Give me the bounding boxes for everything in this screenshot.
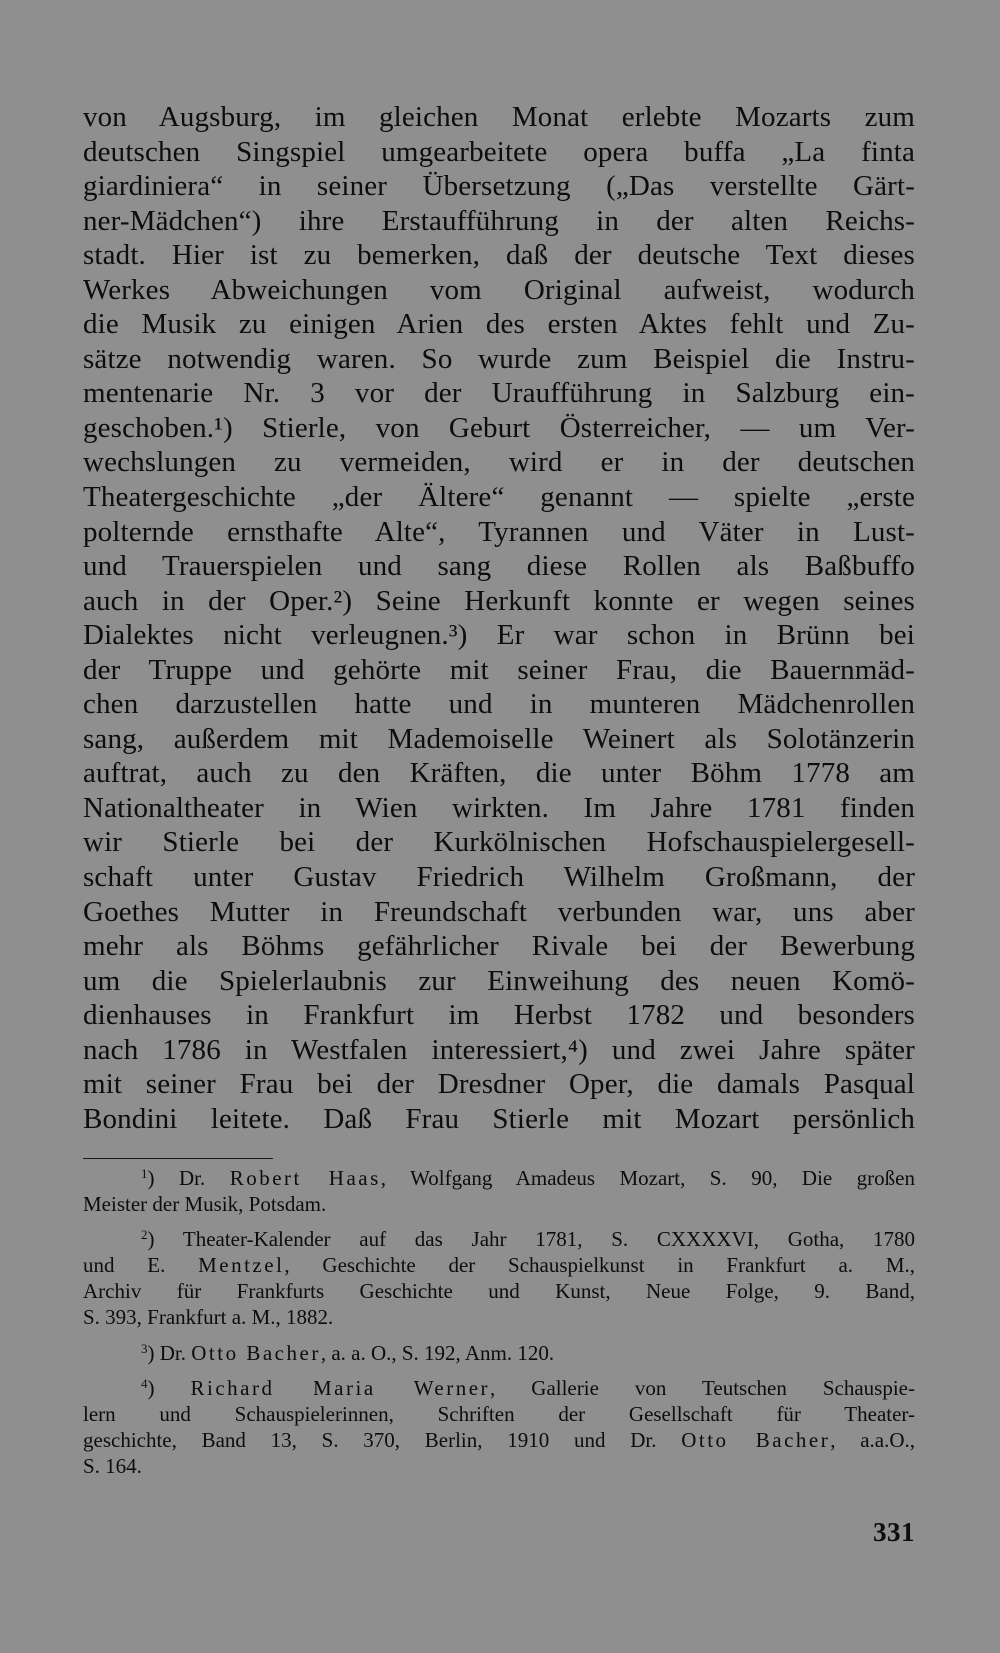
body-text-line: Werkes Abweichungen vom Original aufweist, wodurch (83, 273, 915, 306)
footnote-marker: 4 (141, 1375, 148, 1391)
author-name: Robert Haas (229, 1166, 381, 1190)
body-text-line: Dialektes nicht verleugnen.³) Er war schon in Brünn bei (83, 619, 915, 652)
footnote-line: $^4$) Richard Maria Werner, Gallerie von Teutschen Schauspie- (141, 1375, 915, 1400)
body-text-line: schaft unter Gustav Friedrich Wilhelm Großmann, der (83, 861, 915, 894)
footnote-text: , Geschichte der Schauspielkunst in Frankfurt a. M., (284, 1253, 915, 1278)
body-text-line: sätze notwendig waren. So wurde zum Beispiel die Instru- (83, 342, 915, 375)
footnote-text: , Wolfgang Amadeus Mozart, S. 90, Die großen (380, 1166, 915, 1190)
body-text-line: chen darzustellen hatte und in munteren Mädchenrollen (83, 688, 915, 721)
footnote-text: Archiv für Frankfurts Geschichte und Kunst, Neue Folge, 9. Band, (83, 1279, 915, 1304)
footnote-text: , a.a.O., (830, 1427, 916, 1452)
body-text-line: auftrat, auch zu den Kräften, die unter Böhm 1778 am (83, 757, 915, 790)
body-text-line: stadt. Hier ist zu bemerken, daß der deutsche Text dieses (83, 239, 915, 272)
author-name: Otto Bacher (681, 1427, 831, 1452)
footnote-line (83, 1252, 915, 1278)
footnote-line (83, 1304, 915, 1330)
body-text-line: giardiniera“ in seiner Übersetzung („Das verstellte Gärt- (83, 170, 915, 203)
body-text-line: mit seiner Frau bei der Dresdner Oper, die damals Pasqual (83, 1068, 915, 1101)
footnote-line: $^1$) Dr. Robert Haas, Wolfgang Amadeus Mozart, S. 90, Die großen (141, 1165, 915, 1190)
footnote-text: Dr. (178, 1166, 230, 1190)
footnote-line (83, 1453, 915, 1479)
footnote-text: , a. a. O., S. 192, Anm. 120. (320, 1340, 555, 1365)
body-text-line: ner-Mädchen“) ihre Erstaufführung in der alten Reichs- (83, 204, 915, 237)
footnote-text: S. 393, Frankfurt a. M., 1882. (83, 1305, 334, 1330)
footnote-3 (83, 1340, 915, 1366)
footnote-text: lern und Schauspielerinnen, Schriften der Gesellschaft für Theater- (83, 1401, 915, 1426)
body-text-line: deutschen Singspiel umgearbeitete opera buffa „La finta (83, 135, 915, 168)
body-text-line: wir Stierle bei der Kurkölnischen Hofschauspielergesell- (83, 826, 915, 859)
body-text-line: um die Spielerlaubnis zur Einweihung des neuen Komö- (83, 964, 915, 997)
author-name: Richard Maria Werner (190, 1375, 491, 1400)
footnote-2 (83, 1226, 915, 1330)
body-text-line: die Musik zu einigen Arien des ersten Aktes fehlt und Zu- (83, 308, 915, 341)
footnote-text: geschichte, Band 13, S. 370, Berlin, 1910 und Dr. (83, 1427, 682, 1452)
footnote-marker: 3 (141, 1340, 148, 1356)
footnote-line (83, 1401, 915, 1427)
body-text-line: und Trauerspielen und sang diese Rollen als Baßbuffo (83, 550, 915, 583)
main-text-block (83, 100, 915, 1136)
body-text-line: mentenarie Nr. 3 vor der Uraufführung in Salzburg ein- (83, 377, 915, 410)
body-text-line: mehr als Böhms gefährlicher Rivale bei der Bewerbung (83, 930, 915, 963)
body-text-line: Bondini leitete. Daß Frau Stierle mit Mozart persönlich (83, 1102, 915, 1135)
footnote-marker: 1 (141, 1165, 148, 1181)
body-text-line: der Truppe und gehörte mit seiner Frau, die Bauernmäd- (83, 653, 915, 686)
footnote-line (83, 1278, 915, 1304)
footnote-text: , Gallerie von Teutschen Schauspie- (490, 1375, 915, 1400)
page-number: 331 (873, 1517, 915, 1547)
author-name: Mentzel (198, 1253, 285, 1278)
footnote-text: Meister der Musik, Potsdam. (83, 1192, 327, 1217)
footnote-marker: 2 (141, 1227, 148, 1243)
author-name: Otto Bacher (191, 1340, 321, 1365)
body-text-line: nach 1786 in Westfalen interessiert,⁴) und zwei Jahre später (83, 1033, 915, 1066)
footnote-text: S. 164. (83, 1453, 142, 1478)
footnote-4 (83, 1375, 915, 1479)
body-text-line: von Augsburg, im gleichen Monat erlebte Mozarts zum (83, 101, 915, 133)
footnote-line (83, 1191, 915, 1217)
footnote-separator-rule (83, 1158, 273, 1159)
body-text-line: dienhauses in Frankfurt im Herbst 1782 und besonders (83, 999, 915, 1032)
footnote-line: $^3$) Dr. Otto Bacher, a. a. O., S. 192, Anm. 120. (141, 1340, 555, 1365)
footnote-line (83, 1427, 915, 1453)
footnote-text: Theater-Kalender auf das Jahr 1781, S. CXXXXVI, Gotha, 1780 (182, 1227, 915, 1252)
body-text-line: sang, außerdem mit Mademoiselle Weinert als Solotänzerin (83, 722, 915, 755)
body-text-line: wechslungen zu vermeiden, wird er in der deutschen (83, 446, 915, 479)
body-text-line: Theatergeschichte „der Ältere“ genannt — spielte „erste (83, 481, 915, 514)
footnote-text: und E. (83, 1253, 199, 1278)
footnote-1 (83, 1165, 915, 1217)
footnote-line: $^2$) Theater-Kalender auf das Jahr 1781, S. CXXXXVI, Gotha, 1780 (141, 1227, 915, 1252)
body-text-line: Nationaltheater in Wien wirkten. Im Jahre 1781 finden (83, 791, 915, 824)
footnotes-block (83, 1165, 915, 1479)
footnote-text: Dr. (159, 1340, 192, 1365)
body-text-line: auch in der Oper.²) Seine Herkunft konnte er wegen seines (83, 584, 915, 617)
body-text-line: geschoben.¹) Stierle, von Geburt Österreicher, — um Ver- (83, 411, 915, 444)
body-text-line: polternde ernsthafte Alte“, Tyrannen und Väter in Lust- (83, 515, 915, 548)
body-text-line: Goethes Mutter in Freundschaft verbunden war, uns aber (83, 895, 915, 928)
